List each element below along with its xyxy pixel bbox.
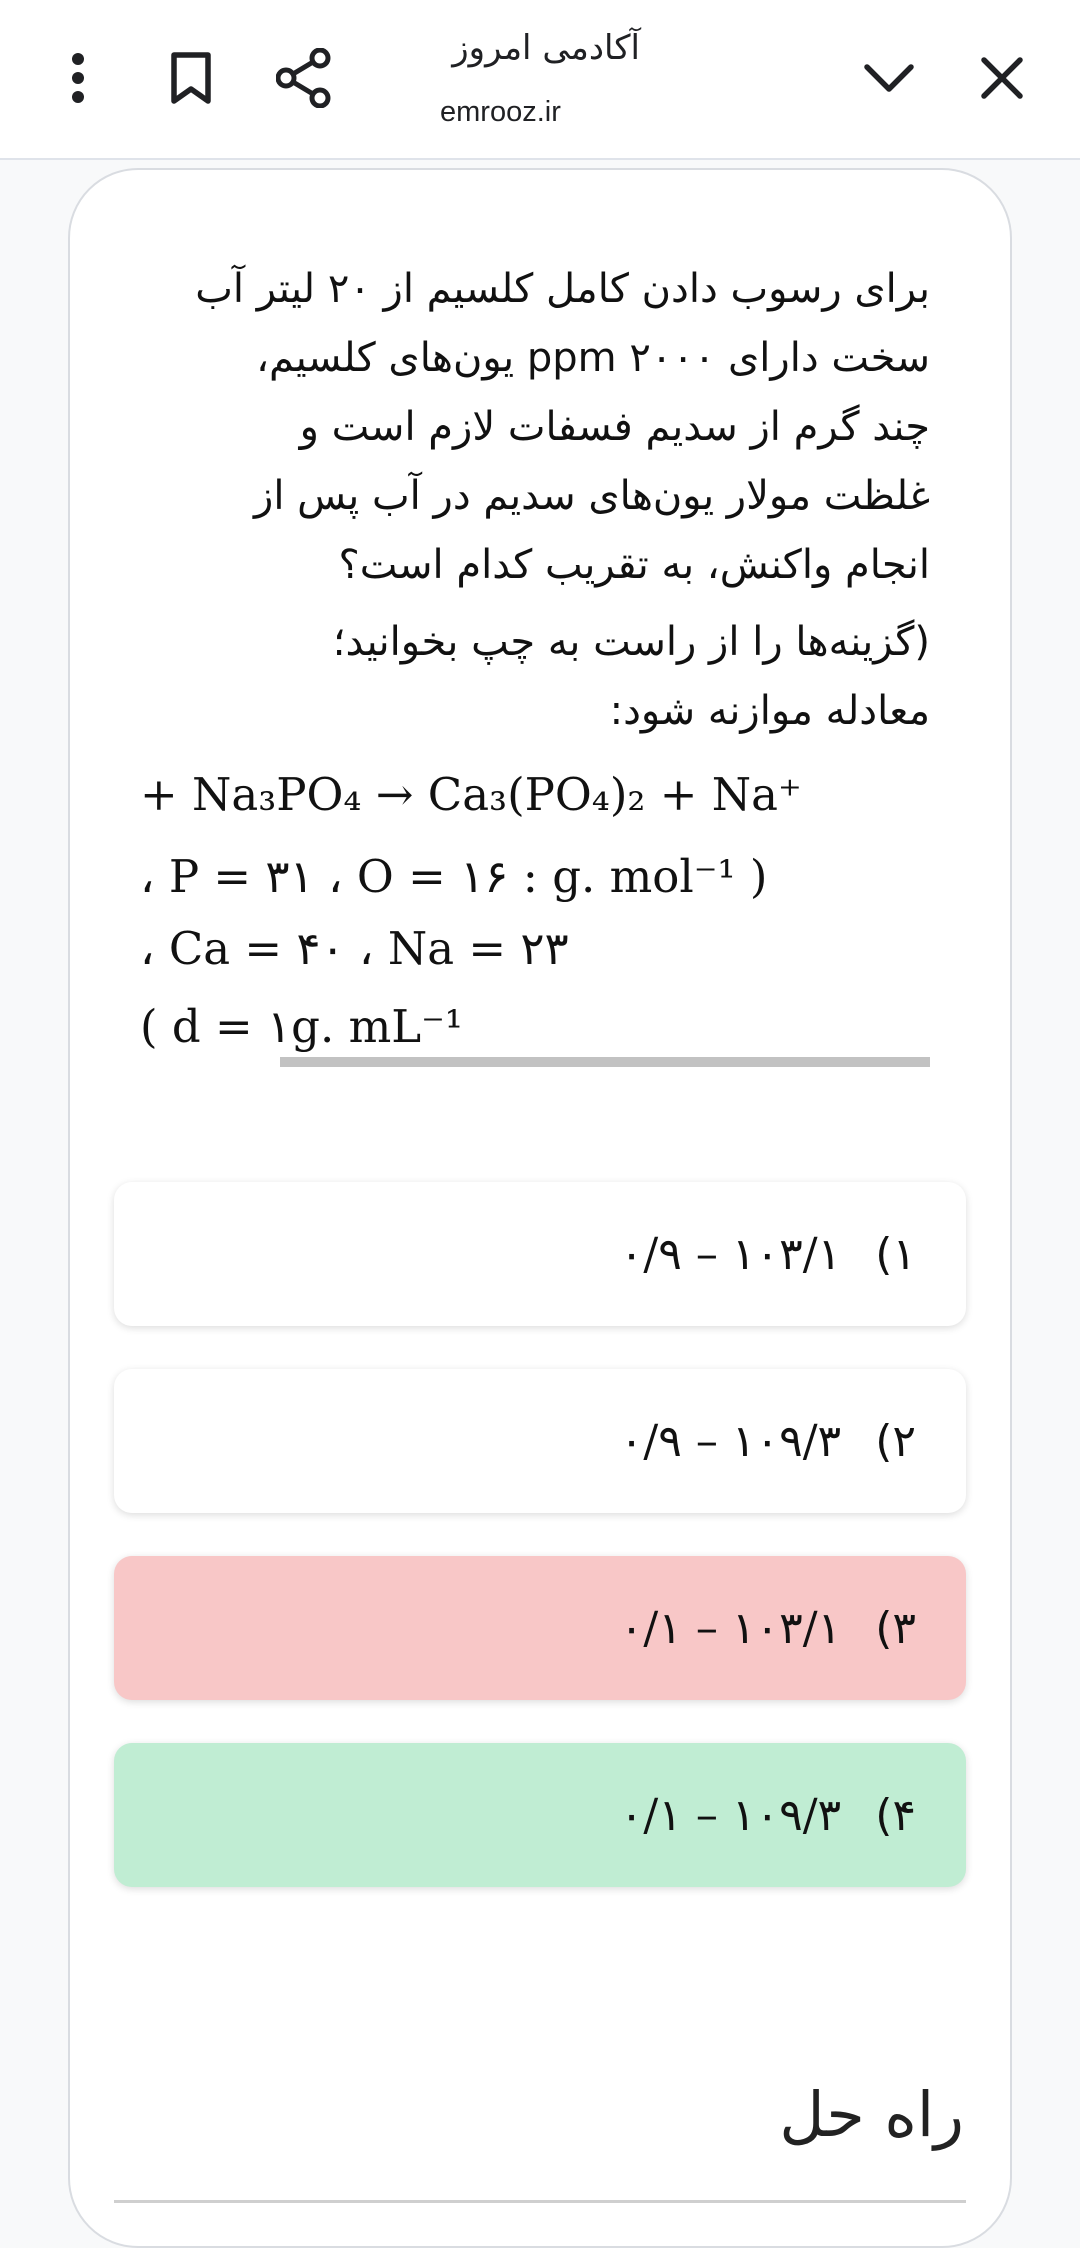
option-number: ۳) (875, 1602, 916, 1654)
site-domain: emrooz.ir (440, 96, 561, 128)
chevron-down-icon (863, 62, 915, 94)
molar-masses-line-2: ، Ca = ۴۰ ، Na = ۲۳ (140, 922, 569, 975)
bookmark-button[interactable] (151, 38, 231, 118)
option-number: ۴) (875, 1789, 916, 1841)
option-value: ۰/۱ – ۱۰۹/۳ (619, 1789, 842, 1841)
option-number: ۲) (875, 1415, 916, 1467)
molar-masses-line: ، P = ۳۱ ، O = ۱۶ : g. mol⁻¹ ) (140, 850, 768, 903)
site-title: آکادمی امروز (452, 28, 640, 68)
question-line: چند گرم از سدیم فسفات لازم است و (299, 404, 930, 450)
close-button[interactable] (962, 38, 1042, 118)
scroll-bar (280, 1057, 930, 1067)
option-4-correct[interactable] (114, 1743, 966, 1887)
bookmark-icon (170, 51, 212, 105)
question-line: (گزینه‌ها را از راست به چپ بخوانید؛ (332, 619, 930, 665)
option-1[interactable] (114, 1182, 966, 1326)
divider (114, 2200, 966, 2203)
reaction-equation: + Na₃PO₄ → Ca₃(PO₄)₂ + Na⁺ (140, 768, 802, 821)
solution-heading: راه حل (779, 2078, 964, 2151)
option-value: ۰/۹ – ۱۰۳/۱ (619, 1228, 842, 1280)
option-number: ۱) (875, 1228, 916, 1280)
question-line: برای رسوب دادن کامل کلسیم از ۲۰ لیتر آب (195, 266, 930, 312)
option-value: ۰/۱ – ۱۰۳/۱ (619, 1602, 842, 1654)
option-2[interactable] (114, 1369, 966, 1513)
share-icon (276, 48, 332, 108)
density-line: ( d = ۱g. mL⁻¹ (140, 1000, 463, 1053)
more-vert-icon (70, 52, 86, 104)
question-text (140, 255, 930, 746)
share-button[interactable] (264, 38, 344, 118)
option-value: ۰/۹ – ۱۰۹/۳ (619, 1415, 842, 1467)
question-line: غلظت مولار یون‌های سدیم در آب پس از (254, 473, 930, 519)
top-app-bar (0, 0, 1080, 160)
question-line: معادله موازنه شود: (609, 688, 930, 734)
more-options-button[interactable] (38, 38, 118, 118)
close-icon (980, 56, 1024, 100)
question-line: انجام واکنش، به تقریب کدام است؟ (338, 542, 930, 588)
option-3-wrong[interactable] (114, 1556, 966, 1700)
collapse-button[interactable] (849, 38, 929, 118)
question-line: سخت دارای ۲۰۰۰ ppm یون‌های کلسیم، (256, 335, 930, 381)
